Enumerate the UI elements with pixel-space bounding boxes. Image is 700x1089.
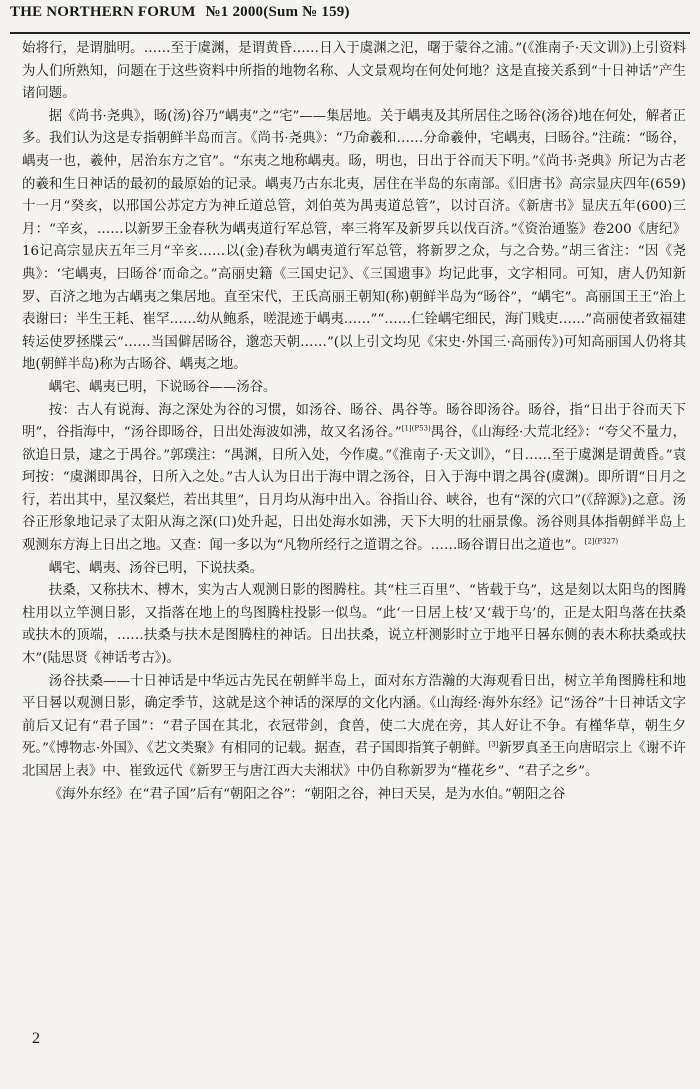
- paragraph-text: 嵎宅、嵎夷、汤谷已明，下说扶桑。: [48, 560, 264, 576]
- paragraph-text: 《海外东经》在“君子国”后有“朝阳之谷”：“朝阳之谷，神曰天吴，是为水伯。”朝阳之谷: [48, 786, 566, 802]
- journal-title: THE NORTHERN FORUM: [10, 4, 196, 20]
- citation-ref: [1](P53): [401, 424, 431, 433]
- paragraph-p4: [22, 400, 686, 558]
- paragraph-p8: [22, 784, 686, 807]
- paragraph-p7: [22, 671, 686, 784]
- paragraph-text: 据《尚书·尧典》，旸(汤)谷乃“嵎夷”之“宅”——集居地。关于嵎夷及其所居住之旸谷(汤谷)地在何处，解者正多。我们认为这是专指朝鲜半岛而言。《尚书·尧典》：“乃命羲和……分命羲仲，宅嵎夷，曰旸谷。”注疏：“旸谷，嵎夷一也，羲仲，居治东方之官”。“东夷之地称嵎夷。旸，明也，日出于谷而天下明。”《尚书·尧典》所记为古老的羲和生日神话的最初的最原始的记录。嵎夷乃古东北夷，居住在半岛的东南部。《旧唐书》高宗显庆四年(659)十一月“癸亥，以邢国公苏定方为神丘道总管，刘伯英为禺夷道总管”，以讨百济。《新唐书》显庆五年(600)三月：“辛亥，……以新罗王金春秋为嵎夷道行军总管，率三将军及新罗兵以伐百济。”《资治通鉴》卷200《唐纪》16记高宗显庆五年三月“辛亥……以(金)春秋为嵎夷道行军总管，将新罗之众，与之合势。”胡三省注：“因《尧典》：‘宅嵎夷，曰旸谷’而命之。”高丽史籍《三国史记》、《三国遗事》均记此事，文字相同。可知，唐人仍知新罗、百济之地为古嵎夷之集居地。直至宋代，王氏高丽王朝知(称)朝鲜半岛为“旸谷”，“嵎宅”。高丽国王王“治上表谢曰：半生王耗、崔罕……幼从鲍系，嗟混迹于嵎夷……”“……仁铨嵎宅细民，海门贱吏……”高丽使者致福建转运使罗拯牒云“……当国僻居旸谷，邈恋天朝……”(以上引文均见《宋史·外国三·高丽传》)可知高丽国人仍将其地(朝鲜半岛)称为古旸谷、嵎夷之地。: [22, 108, 686, 373]
- header-rule: [10, 32, 690, 34]
- paragraph-text: 嵎宅、嵎夷已明，下说旸谷——汤谷。: [48, 379, 277, 395]
- paragraph-text: 按：古人有说海、海之深处为谷的习惯，如汤谷、旸谷、禺谷等。旸谷即汤谷。旸谷，指“日出于谷而天下明”，谷指海中，“汤谷即旸谷，日出处海波如沸，故又名汤谷。”: [22, 402, 686, 441]
- running-header: [10, 4, 690, 28]
- paragraph-text: 新罗真圣王向唐昭宗上《谢不许北国居上表》中、崔致远代《新罗王与唐江西大夫湘状》中仍自称新罗为“槿花乡”、“君子之乡”。: [22, 741, 686, 779]
- paragraph-p5: [22, 558, 686, 581]
- issue-info: №1 2000(Sum № 159): [205, 4, 350, 20]
- paragraph-text: 扶桑，又称扶木、榑木，实为古人观测日影的图腾柱。其“柱三百里”、“皆载于乌”，这是刻以太阳鸟的图腾柱用以立竿测日影，又指落在地上的鸟图腾柱投影一似鸟。“此‘一日居上枝’又‘载于乌’的，正是太阳鸟落在扶桑或扶木的顶端，……扶桑与扶木是图腾柱的神话。日出扶桑，说立杆测影时立于地平日晷东侧的表木称扶桑或扶木”(陆思贤《神话考古》)。: [22, 583, 686, 667]
- page-number: 2: [32, 1030, 40, 1047]
- paragraph-p3: [22, 377, 686, 400]
- paragraph-text: 禺谷，《山海经·大荒北经》：“夸父不量力，欲追日景，逮之于禺谷。”郭璞注：“禺渊，日所入处，今作虞。”《淮南子·天文训》，“日……至于虞渊是谓黄昏。”袁珂按：“虞渊即禺谷，日所入之处。”古人认为日出于海中谓之汤谷，日入于海中谓之禺谷(虞渊)。即所谓“日月之行，若出其中，星汉粲烂，若出其里”，日月均从海中出入。谷指山谷、峡谷，也有“深的穴口”(《辞源》)之意。汤谷正形象地记录了太阳从海之深(口)处升起，日出处海水如沸，天下大明的壮丽景像。汤谷则具体指朝鲜半岛上观测东方海上日出之地。又查：闻一多以为“凡物所经行之道谓之谷。……旸谷谓日出之道也”。: [22, 425, 687, 554]
- paragraph-p1: [22, 38, 686, 106]
- citation-ref: [3]: [488, 740, 499, 749]
- paragraph-text: 始将行，是谓朏明。……至于虞渊，是谓黄昏……日入于虞渊之汜，曙于蒙谷之浦。”(《淮南子·天文训》)上引资料为人们所熟知，问题在于这些资料中所指的地物名称、人文景观均在何处何地？这是直接关系到“十日神话”产生诸问题。: [22, 41, 686, 102]
- paragraph-p6: [22, 580, 686, 670]
- article-body: [22, 38, 686, 806]
- citation-ref: [2](P327): [584, 537, 619, 546]
- paragraph-text: 汤谷扶桑——十日神话是中华远古先民在朝鲜半岛上，面对东方浩瀚的大海观看日出，树立羊角图腾柱和地平日晷以观测日影，确定季节，这就是这个神话的深厚的文化内涵。《山海经·海外东经》记“汤谷”十日神话文字前后又记有“君子国”：“君子国在其北，衣冠带剑，食兽，使二大虎在旁，其人好让不争。有槿华草，朝生夕死。”《博物志·外国》、《艺文类聚》有相同的记载。据查，君子国即指箕子朝鲜。: [22, 673, 686, 757]
- paragraph-p2: [22, 106, 686, 377]
